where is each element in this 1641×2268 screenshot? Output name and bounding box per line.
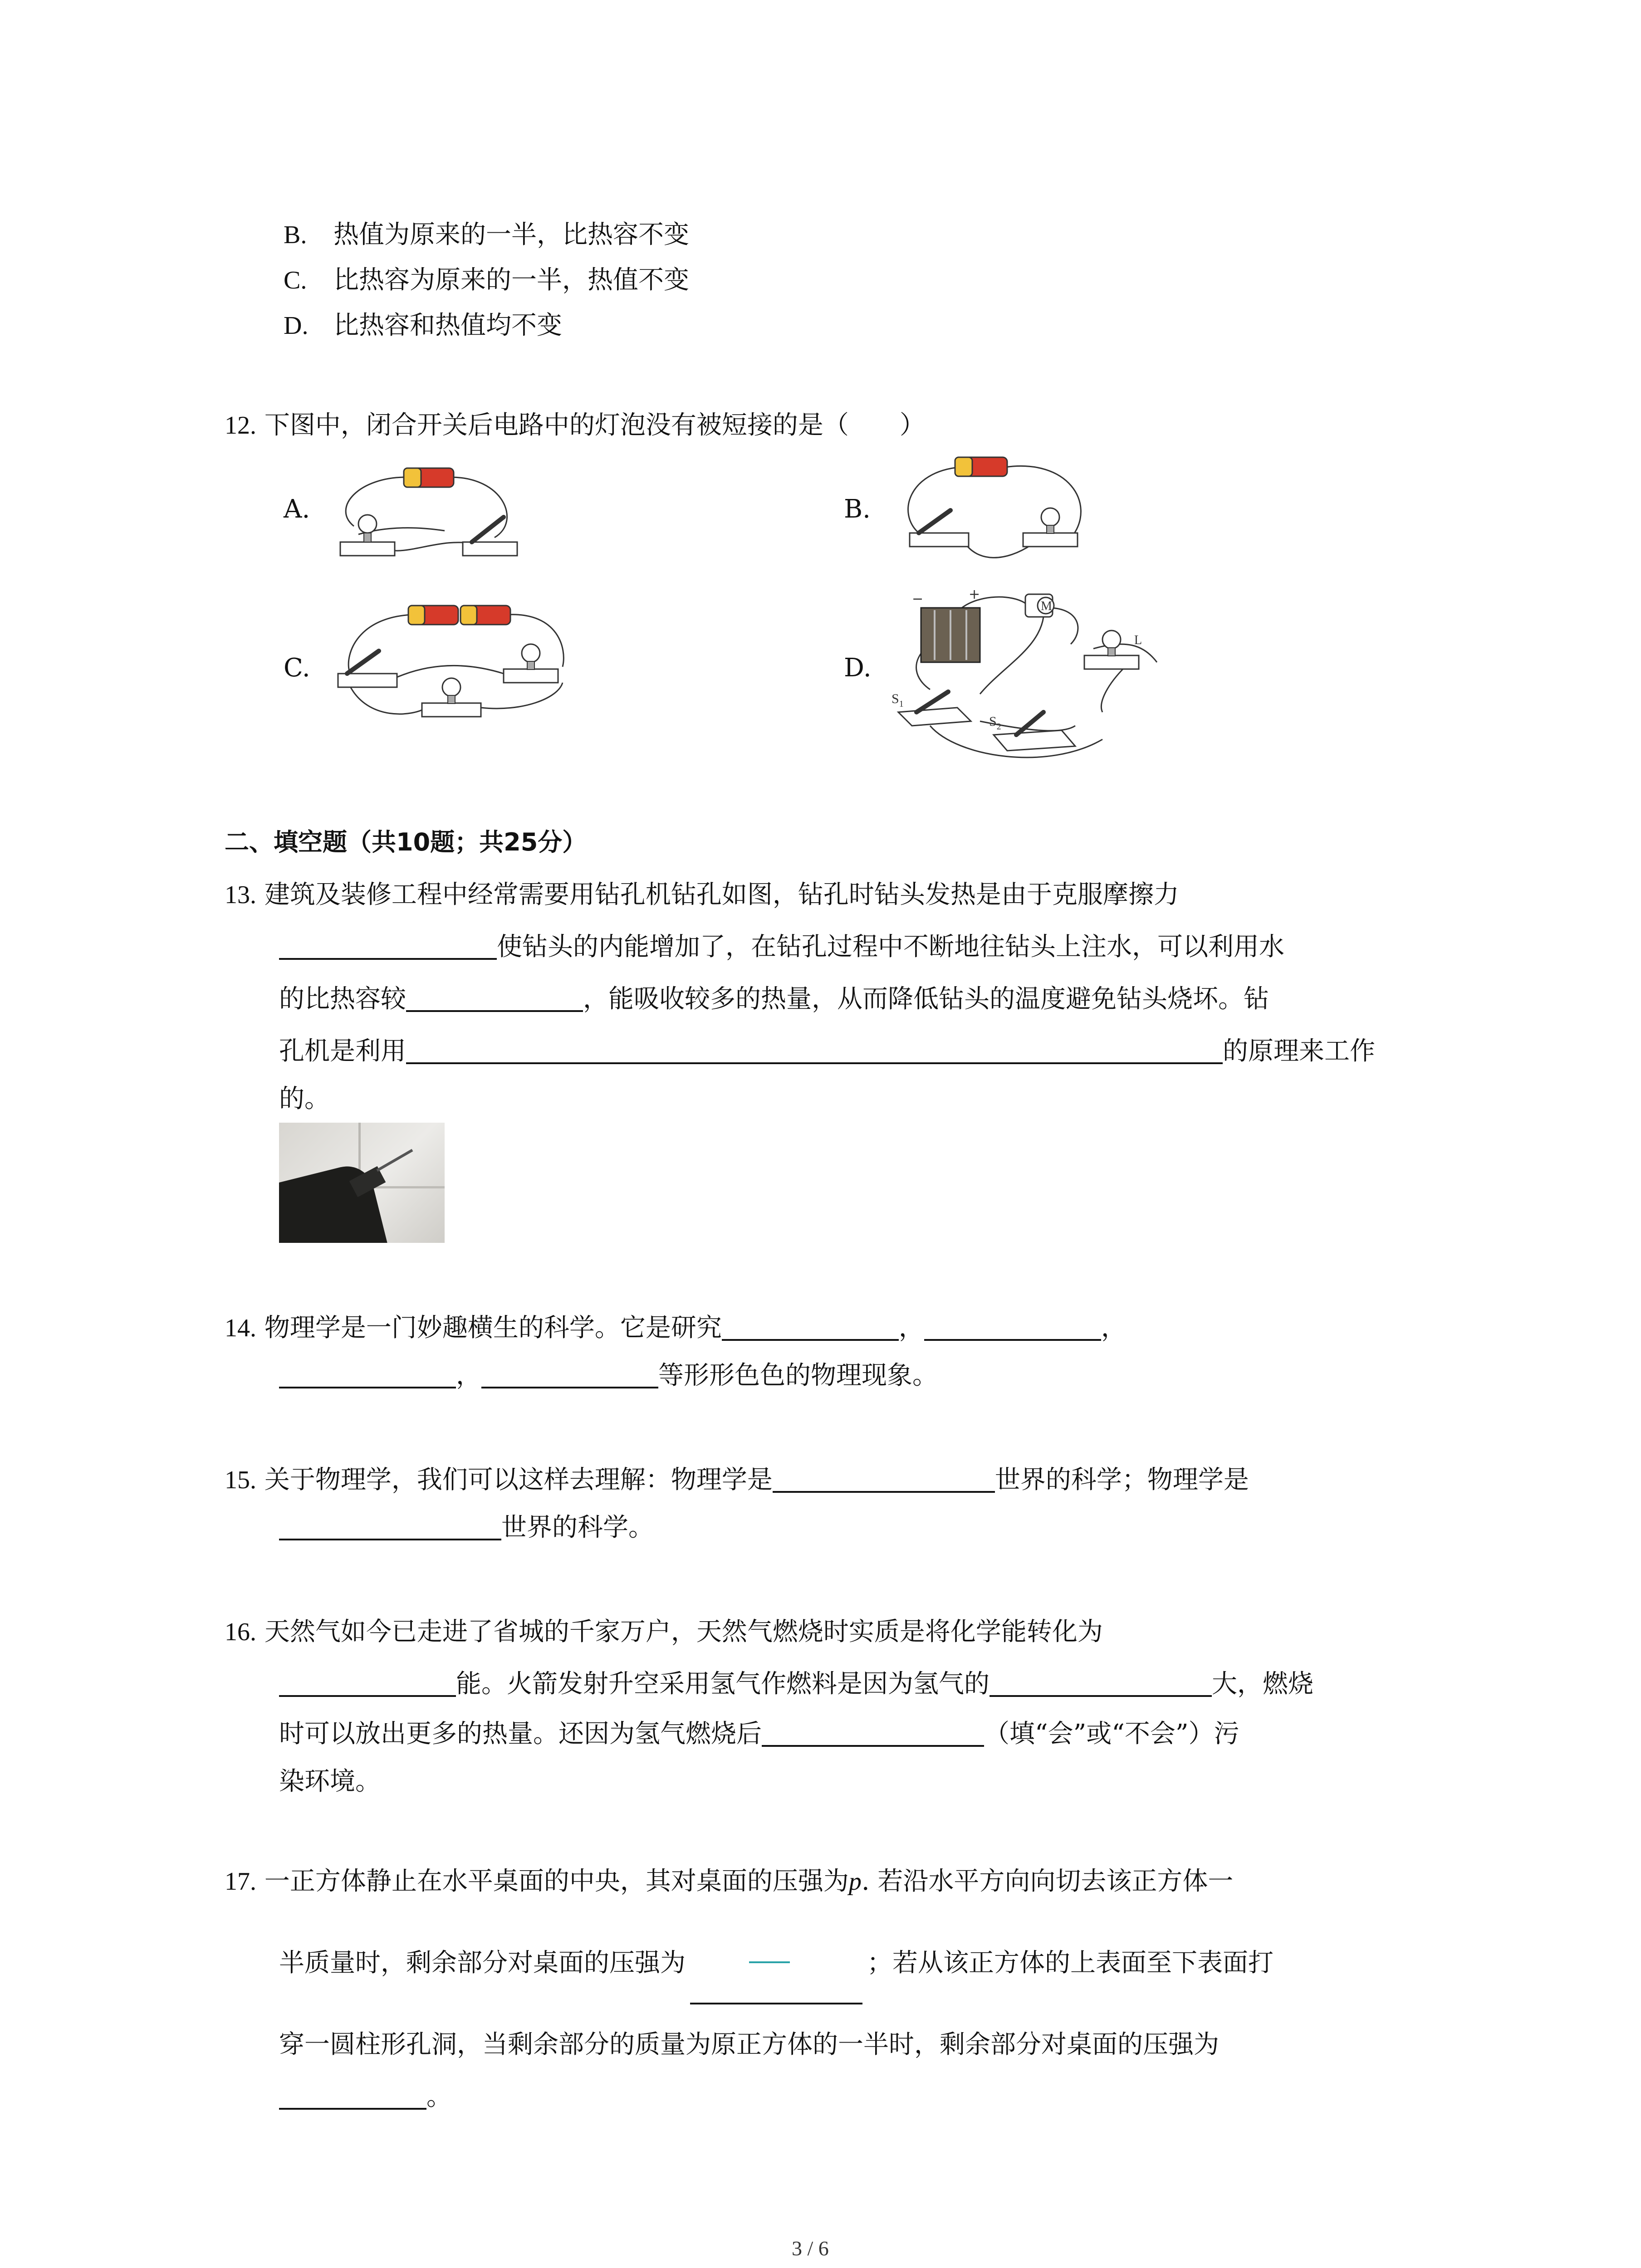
minus-label: − bbox=[912, 591, 924, 607]
question-text: 一正方体静止在水平桌面的中央，其对桌面的压强为 bbox=[264, 1867, 849, 1896]
lamp-label: L bbox=[1134, 633, 1142, 647]
q17-line-4 bbox=[279, 2084, 452, 2110]
fraction-answer-area[interactable] bbox=[686, 1950, 867, 1976]
question-text: 建筑及装修工程中经常需要用钻孔机钻孔如图，钻孔时钻头发热是由于克服摩擦力 bbox=[264, 880, 1179, 909]
battery-icon bbox=[408, 606, 458, 625]
question-text: 的原理来工作 bbox=[1223, 1036, 1375, 1066]
option-letter: C. bbox=[284, 266, 307, 294]
question-text: ，能吸收较多的热量，从而降低钻头的温度避免钻头烧坏。钻 bbox=[583, 984, 1269, 1014]
question-text: 的比热容较 bbox=[279, 984, 406, 1014]
battery-pack-icon bbox=[921, 608, 980, 662]
answer-blank[interactable] bbox=[279, 1516, 501, 1540]
switch-s2-icon bbox=[989, 712, 1075, 751]
question-number: 15. bbox=[225, 1466, 256, 1494]
answer-blank[interactable] bbox=[279, 2085, 426, 2110]
question-text: 时可以放出更多的热量。还因为氢气燃烧后 bbox=[279, 1719, 762, 1749]
answer-blank[interactable] bbox=[989, 1672, 1212, 1697]
q17-line-3: 穿一圆柱形孔洞，当剩余部分的质量为原正方体的一半时，剩余部分对桌面的压强为 bbox=[279, 2030, 1219, 2059]
q11-option-b[interactable] bbox=[284, 222, 689, 248]
answer-blank[interactable] bbox=[279, 935, 497, 960]
lamp-icon bbox=[422, 678, 481, 717]
switch-s1-icon bbox=[892, 691, 971, 726]
question-text: 半质量时，剩余部分对桌面的压强为 bbox=[279, 1948, 686, 1978]
comma: ， bbox=[898, 1313, 924, 1343]
q14-line-2 bbox=[279, 1363, 938, 1388]
q12-option-c-letter[interactable]: C. bbox=[284, 653, 310, 683]
question-text: 关于物理学，我们可以这样去理解：物理学是 bbox=[264, 1465, 773, 1495]
answer-blank[interactable] bbox=[722, 1316, 899, 1341]
answer-blank[interactable] bbox=[279, 1672, 456, 1697]
question-text: . 若沿水平方向向切去该正方体一 bbox=[861, 1867, 1234, 1896]
question-text: 大，燃烧 bbox=[1212, 1669, 1313, 1699]
question-text: ；若从该正方体的上表面至下表面打 bbox=[867, 1948, 1274, 1978]
question-text: 等形形色色的物理现象。 bbox=[658, 1361, 938, 1390]
lamp-icon bbox=[504, 644, 558, 683]
question-text: 世界的科学。 bbox=[501, 1513, 654, 1542]
pressure-variable: p bbox=[848, 1867, 862, 1896]
drill-photo bbox=[279, 1123, 445, 1243]
section-heading: 二、填空题（共10题；共25分） bbox=[225, 828, 587, 856]
question-number: 16. bbox=[225, 1618, 256, 1646]
q11-option-c[interactable] bbox=[284, 265, 689, 295]
q16-line-2 bbox=[279, 1669, 1313, 1699]
q13-line-3 bbox=[279, 984, 1269, 1014]
question-text: 能。火箭发射升空采用氢气作燃料是因为氢气的 bbox=[456, 1669, 989, 1699]
q13-line-1 bbox=[225, 882, 1179, 908]
fraction-line bbox=[749, 1961, 790, 1963]
q12-stem bbox=[225, 413, 925, 438]
q13-line-5: 的。 bbox=[279, 1084, 330, 1114]
circuit-diagram-c bbox=[331, 594, 585, 730]
circuit-diagram-d bbox=[889, 576, 1171, 767]
switch-icon bbox=[338, 651, 397, 687]
question-number: 13. bbox=[225, 881, 256, 909]
q12-option-a-letter[interactable]: A. bbox=[284, 494, 310, 524]
question-text: （填“会”或“不会”）污 bbox=[984, 1719, 1239, 1749]
option-text: 比热容和热值均不变 bbox=[333, 311, 562, 340]
battery-icon bbox=[955, 457, 1007, 476]
option-letter: D. bbox=[284, 312, 309, 340]
question-text: 天然气如今已走进了省城的千家万户，天然气燃烧时实质是将化学能转化为 bbox=[264, 1617, 1103, 1647]
switch-icon bbox=[463, 517, 517, 556]
option-text: 热值为原来的一半，比热容不变 bbox=[333, 220, 689, 249]
question-text: 下图中，闭合开关后电路中的灯泡没有被短接的是（ ） bbox=[264, 411, 925, 440]
circuit-diagram-a bbox=[331, 458, 522, 567]
question-text: 使钻头的内能增加了，在钻孔过程中不断地往钻头上注水，可以利用水 bbox=[497, 932, 1284, 962]
question-number: 17. bbox=[225, 1867, 256, 1896]
q16-line-4: 染环境。 bbox=[279, 1767, 381, 1796]
question-text: 孔机是利用 bbox=[279, 1036, 406, 1066]
plus-label: + bbox=[969, 587, 980, 602]
answer-blank[interactable] bbox=[406, 1040, 1223, 1064]
s2-label: $S_2$ bbox=[989, 714, 1001, 732]
battery-icon bbox=[404, 468, 454, 487]
question-text: 世界的科学；物理学是 bbox=[994, 1465, 1249, 1495]
q16-line-1 bbox=[225, 1619, 1103, 1645]
q16-line-3 bbox=[279, 1721, 1239, 1747]
answer-blank[interactable] bbox=[279, 1364, 456, 1388]
q13-line-2 bbox=[279, 934, 1284, 960]
question-text: 物理学是一门妙趣横生的科学。它是研究 bbox=[264, 1313, 722, 1343]
q17-line-1 bbox=[225, 1869, 1233, 1894]
switch-icon bbox=[910, 510, 969, 547]
q12-option-d-letter[interactable]: D. bbox=[844, 653, 872, 683]
page-number: 3 / 6 bbox=[792, 2237, 829, 2260]
answer-blank[interactable] bbox=[481, 1364, 658, 1388]
answer-blank[interactable] bbox=[762, 1722, 984, 1747]
motor-icon bbox=[1025, 594, 1054, 617]
circuit-diagram-b bbox=[901, 449, 1091, 562]
q15-line-1 bbox=[225, 1467, 1249, 1493]
q11-option-d[interactable] bbox=[284, 313, 562, 338]
question-number: 14. bbox=[225, 1314, 256, 1342]
lamp-icon bbox=[1084, 631, 1142, 669]
answer-blank[interactable] bbox=[924, 1316, 1101, 1341]
answer-blank[interactable] bbox=[690, 2003, 862, 2004]
q14-line-1 bbox=[225, 1315, 1127, 1341]
q13-line-4 bbox=[279, 1036, 1375, 1066]
s1-label: $S_1$ bbox=[892, 691, 904, 709]
comma: ， bbox=[1101, 1313, 1127, 1343]
lamp-icon bbox=[1023, 508, 1078, 547]
motor-label: M bbox=[1041, 599, 1052, 613]
q17-line-2 bbox=[279, 1950, 1274, 1976]
q15-line-2 bbox=[279, 1515, 654, 1540]
option-letter: B. bbox=[284, 221, 307, 249]
q12-option-b-letter[interactable]: B. bbox=[844, 494, 871, 524]
question-text: 。 bbox=[426, 2082, 452, 2112]
option-text: 比热容为原来的一半，热值不变 bbox=[333, 265, 689, 295]
comma: ， bbox=[456, 1361, 481, 1390]
question-number: 12. bbox=[225, 411, 256, 440]
answer-blank[interactable] bbox=[406, 987, 583, 1012]
answer-blank[interactable] bbox=[773, 1468, 995, 1493]
battery-icon bbox=[460, 606, 510, 625]
